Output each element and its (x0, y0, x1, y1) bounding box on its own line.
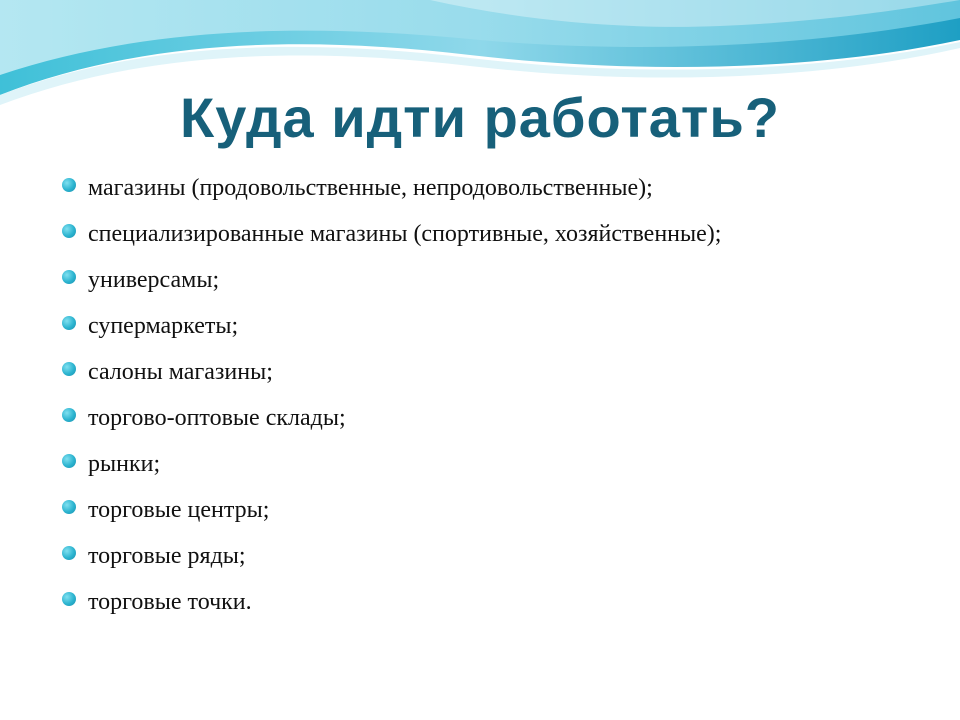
list-item (62, 584, 922, 620)
list-item (62, 354, 922, 390)
list-item (62, 170, 922, 206)
bullet-icon (62, 270, 76, 284)
list-item (62, 216, 922, 252)
list-item-text: магазины (продовольственные, непродовольственные); (88, 175, 653, 201)
bullet-icon (62, 224, 76, 238)
list-item-text: торговые центры; (88, 497, 270, 523)
list-item-text: торговые точки. (88, 589, 252, 615)
list-item (62, 400, 922, 436)
list-item-text: универсамы; (88, 267, 220, 293)
list-item (62, 446, 922, 482)
bullet-icon (62, 546, 76, 560)
list-item-text: специализированные магазины (спортивные, хозяйственные); (88, 221, 722, 247)
list-item-text: супермаркеты; (88, 313, 239, 339)
bullet-icon (62, 592, 76, 606)
list-item-text: торгово-оптовые склады; (88, 405, 346, 431)
bullet-icon (62, 454, 76, 468)
bullet-icon (62, 362, 76, 376)
list-item (62, 492, 922, 528)
list-item (62, 308, 922, 344)
list-item-text: торговые ряды; (88, 543, 246, 569)
list-item-text: салоны магазины; (88, 359, 273, 385)
bullet-icon (62, 316, 76, 330)
list-item (62, 262, 922, 298)
list-item (62, 538, 922, 574)
bullet-icon (62, 178, 76, 192)
bullet-icon (62, 408, 76, 422)
slide-title: Куда идти работать? (180, 86, 780, 149)
list-item-text: рынки; (88, 451, 161, 477)
bullet-list (62, 170, 922, 630)
bullet-icon (62, 500, 76, 514)
